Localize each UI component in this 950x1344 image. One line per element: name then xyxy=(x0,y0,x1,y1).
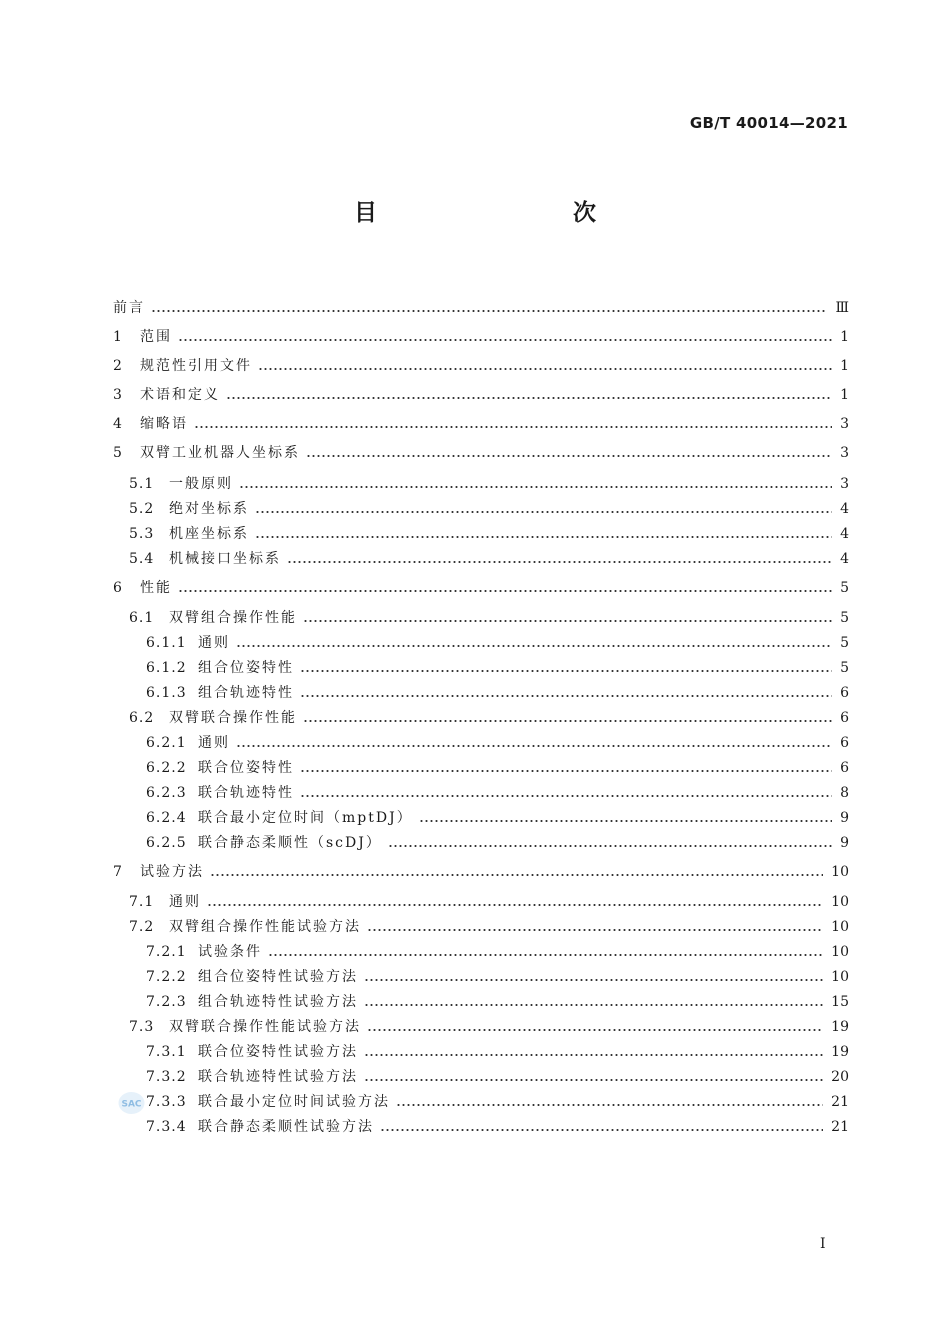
toc-leader-dots xyxy=(367,1015,823,1039)
toc-page-number: 4 xyxy=(840,501,849,517)
toc-section-number: 6.1.2 xyxy=(146,660,187,676)
toc-section-title: 机械接口坐标系 xyxy=(169,551,281,567)
toc-leader-dots xyxy=(300,681,832,705)
toc-leader-dots xyxy=(419,806,832,830)
toc-section-number: 5.1 xyxy=(129,476,155,492)
toc-section-number: 6.2 xyxy=(129,710,155,726)
toc-section-title: 规范性引用文件 xyxy=(140,358,252,374)
toc-page-number: 5 xyxy=(840,580,849,596)
toc-section-number: 4 xyxy=(113,416,123,432)
toc-entry[interactable] xyxy=(113,576,849,600)
toc-leader-dots xyxy=(364,1065,823,1089)
toc-page-number: 3 xyxy=(840,416,849,432)
toc-leader-dots xyxy=(303,606,832,630)
toc-page-number: 6 xyxy=(840,710,849,726)
toc-entry[interactable] xyxy=(113,731,849,755)
toc-section-title: 试验条件 xyxy=(198,944,262,960)
toc-section-number: 1 xyxy=(113,329,123,345)
toc-section-number: 6.2.4 xyxy=(146,810,187,826)
toc-section-number: 6.2.5 xyxy=(146,835,187,851)
toc-page-number: 8 xyxy=(840,785,849,801)
toc-section-title: 联合最小定位时间试验方法 xyxy=(198,1094,390,1110)
toc-entry[interactable] xyxy=(113,325,849,349)
toc-entry[interactable] xyxy=(113,631,849,655)
toc-page-number: 10 xyxy=(831,919,849,935)
toc-section-title: 通则 xyxy=(169,894,201,910)
toc-entry[interactable] xyxy=(113,522,849,546)
toc-section-number: 6.2.2 xyxy=(146,760,187,776)
toc-section-title: 试验方法 xyxy=(140,864,204,880)
toc-section-title: 联合静态柔顺性试验方法 xyxy=(198,1119,374,1135)
toc-section-number: 7.3.4 xyxy=(146,1119,187,1135)
toc-section-number: 6 xyxy=(113,580,123,596)
toc-section-title: 机座坐标系 xyxy=(169,526,249,542)
toc-leader-dots xyxy=(367,915,823,939)
toc-leader-dots xyxy=(258,354,832,378)
toc-page-number: 5 xyxy=(840,660,849,676)
toc-entry[interactable] xyxy=(113,1015,849,1039)
svg-text:SAC: SAC xyxy=(121,1099,142,1110)
toc-page-number: 1 xyxy=(840,329,849,345)
toc-entry[interactable] xyxy=(113,915,849,939)
toc-section-title: 双臂联合操作性能 xyxy=(169,710,297,726)
toc-page-number: 9 xyxy=(840,835,849,851)
toc-section-title: 性能 xyxy=(140,580,172,596)
toc-section-title: 组合位姿特性试验方法 xyxy=(198,969,358,985)
toc-section-title: 缩略语 xyxy=(140,416,188,432)
toc-entry[interactable] xyxy=(113,706,849,730)
toc-section-title: 双臂联合操作性能试验方法 xyxy=(169,1019,361,1035)
toc-section-title: 双臂工业机器人坐标系 xyxy=(140,445,300,461)
toc-page-number: 19 xyxy=(831,1019,849,1035)
toc-entry[interactable] xyxy=(113,806,849,830)
toc-leader-dots xyxy=(364,990,823,1014)
toc-entry[interactable] xyxy=(113,965,849,989)
toc-entry[interactable] xyxy=(113,296,849,320)
toc-leader-dots xyxy=(194,412,832,436)
toc-section-number: 7 xyxy=(113,864,123,880)
toc-leader-dots xyxy=(364,1040,823,1064)
toc-leader-dots xyxy=(178,576,832,600)
toc-entry[interactable] xyxy=(113,412,849,436)
toc-entry[interactable] xyxy=(113,831,849,855)
toc-section-title: 联合静态柔顺性（scDJ） xyxy=(198,835,382,851)
toc-leader-dots xyxy=(255,522,832,546)
toc-leader-dots xyxy=(380,1115,823,1139)
toc-section-title: 联合位姿特性 xyxy=(198,760,294,776)
toc-leader-dots xyxy=(210,860,823,884)
toc-section-title: 术语和定义 xyxy=(140,387,220,403)
toc-entry[interactable] xyxy=(113,1065,849,1089)
toc-entry[interactable] xyxy=(113,497,849,521)
toc-leader-dots xyxy=(388,831,832,855)
toc-page-number: Ⅲ xyxy=(835,300,849,316)
toc-entry[interactable] xyxy=(113,383,849,407)
toc-page-number: 5 xyxy=(840,635,849,651)
toc-section-title: 通则 xyxy=(198,735,230,751)
toc-leader-dots xyxy=(226,383,832,407)
toc-entry[interactable] xyxy=(113,354,849,378)
toc-entry[interactable] xyxy=(113,940,849,964)
toc-leader-dots xyxy=(303,706,832,730)
toc-page-number: 21 xyxy=(831,1119,849,1135)
toc-section-number: 7.3 xyxy=(129,1019,155,1035)
toc-section-title: 范围 xyxy=(140,329,172,345)
toc-page-number: 15 xyxy=(831,994,849,1010)
toc-section-number: 2 xyxy=(113,358,123,374)
page-number: I xyxy=(820,1236,826,1252)
toc-section-title: 联合最小定位时间（mptDJ） xyxy=(198,810,413,826)
toc-section-title: 一般原则 xyxy=(169,476,233,492)
toc-page-number: 3 xyxy=(840,476,849,492)
toc-page-number: 1 xyxy=(840,358,849,374)
toc-section-number: 6.2.3 xyxy=(146,785,187,801)
toc-leader-dots xyxy=(306,441,832,465)
toc-leader-dots xyxy=(207,890,823,914)
toc-entry[interactable] xyxy=(113,547,849,571)
toc-section-title: 联合轨迹特性试验方法 xyxy=(198,1069,358,1085)
toc-section-title: 联合轨迹特性 xyxy=(198,785,294,801)
toc-section-number: 7.2 xyxy=(129,919,155,935)
toc-leader-dots xyxy=(300,756,832,780)
toc-entry[interactable] xyxy=(113,606,849,630)
toc-section-title: 通则 xyxy=(198,635,230,651)
toc-leader-dots xyxy=(300,656,832,680)
toc-section-title: 绝对坐标系 xyxy=(169,501,249,517)
toc-section-number: 6.1.1 xyxy=(146,635,187,651)
toc-leader-dots xyxy=(300,781,832,805)
toc-entry[interactable] xyxy=(113,890,849,914)
toc-page-number: 4 xyxy=(840,526,849,542)
toc-section-number: 5 xyxy=(113,445,123,461)
toc-page-number: 5 xyxy=(840,610,849,626)
toc-section-number: 5.3 xyxy=(129,526,155,542)
toc-page-number: 1 xyxy=(840,387,849,403)
toc-leader-dots xyxy=(255,497,832,521)
toc-section-title: 联合位姿特性试验方法 xyxy=(198,1044,358,1060)
toc-page-number: 10 xyxy=(831,864,849,880)
toc-page-number: 10 xyxy=(831,894,849,910)
toc-entry[interactable] xyxy=(113,656,849,680)
standard-code: GB/T 40014—2021 xyxy=(689,114,848,132)
toc-entry[interactable] xyxy=(113,990,849,1014)
toc-entry[interactable] xyxy=(113,1040,849,1064)
toc-page-number: 21 xyxy=(831,1094,849,1110)
toc-leader-dots xyxy=(239,472,832,496)
toc-section-number: 7.2.2 xyxy=(146,969,187,985)
toc-section-title: 双臂组合操作性能试验方法 xyxy=(169,919,361,935)
toc-entry[interactable] xyxy=(113,781,849,805)
toc-entry[interactable] xyxy=(113,472,849,496)
toc-page-number: 6 xyxy=(840,735,849,751)
toc-section-title: 组合轨迹特性试验方法 xyxy=(198,994,358,1010)
toc-page-number: 10 xyxy=(831,969,849,985)
toc-section-number: 6.2.1 xyxy=(146,735,187,751)
toc-section-number: 7.2.1 xyxy=(146,944,187,960)
page-title: 目 次 xyxy=(354,200,646,226)
toc-entry[interactable] xyxy=(113,681,849,705)
toc-page-number: 6 xyxy=(840,760,849,776)
toc-leader-dots xyxy=(268,940,823,964)
toc-section-number: 6.1 xyxy=(129,610,155,626)
toc-section-title: 双臂组合操作性能 xyxy=(169,610,297,626)
toc-section-title: 前言 xyxy=(113,300,145,316)
toc-section-number: 5.2 xyxy=(129,501,155,517)
toc-leader-dots xyxy=(236,631,832,655)
toc-section-number: 7.3.3 xyxy=(146,1094,187,1110)
toc-section-number: 7.3.2 xyxy=(146,1069,187,1085)
toc-section-number: 5.4 xyxy=(129,551,155,567)
toc-entry[interactable] xyxy=(113,756,849,780)
toc-leader-dots xyxy=(151,296,827,320)
toc-page-number: 20 xyxy=(831,1069,849,1085)
toc-leader-dots xyxy=(287,547,832,571)
toc-leader-dots xyxy=(364,965,823,989)
toc-section-number: 6.1.3 xyxy=(146,685,187,701)
toc-page-number: 4 xyxy=(840,551,849,567)
toc-page-number: 9 xyxy=(840,810,849,826)
toc-page-number: 10 xyxy=(831,944,849,960)
toc-section-number: 7.1 xyxy=(129,894,155,910)
sac-logo-watermark xyxy=(118,1091,145,1115)
toc-page-number: 6 xyxy=(840,685,849,701)
toc-section-title: 组合轨迹特性 xyxy=(198,685,294,701)
toc-leader-dots xyxy=(236,731,832,755)
toc-entry[interactable] xyxy=(113,860,849,884)
toc-section-title: 组合位姿特性 xyxy=(198,660,294,676)
toc-page-number: 19 xyxy=(831,1044,849,1060)
toc-section-number: 3 xyxy=(113,387,123,403)
toc-page-number: 3 xyxy=(840,445,849,461)
toc-section-number: 7.2.3 xyxy=(146,994,187,1010)
toc-entry[interactable] xyxy=(113,441,849,465)
toc-leader-dots xyxy=(178,325,832,349)
toc-entry[interactable] xyxy=(113,1115,849,1139)
toc-entry[interactable] xyxy=(113,1090,849,1114)
toc-leader-dots xyxy=(396,1090,823,1114)
toc-section-number: 7.3.1 xyxy=(146,1044,187,1060)
